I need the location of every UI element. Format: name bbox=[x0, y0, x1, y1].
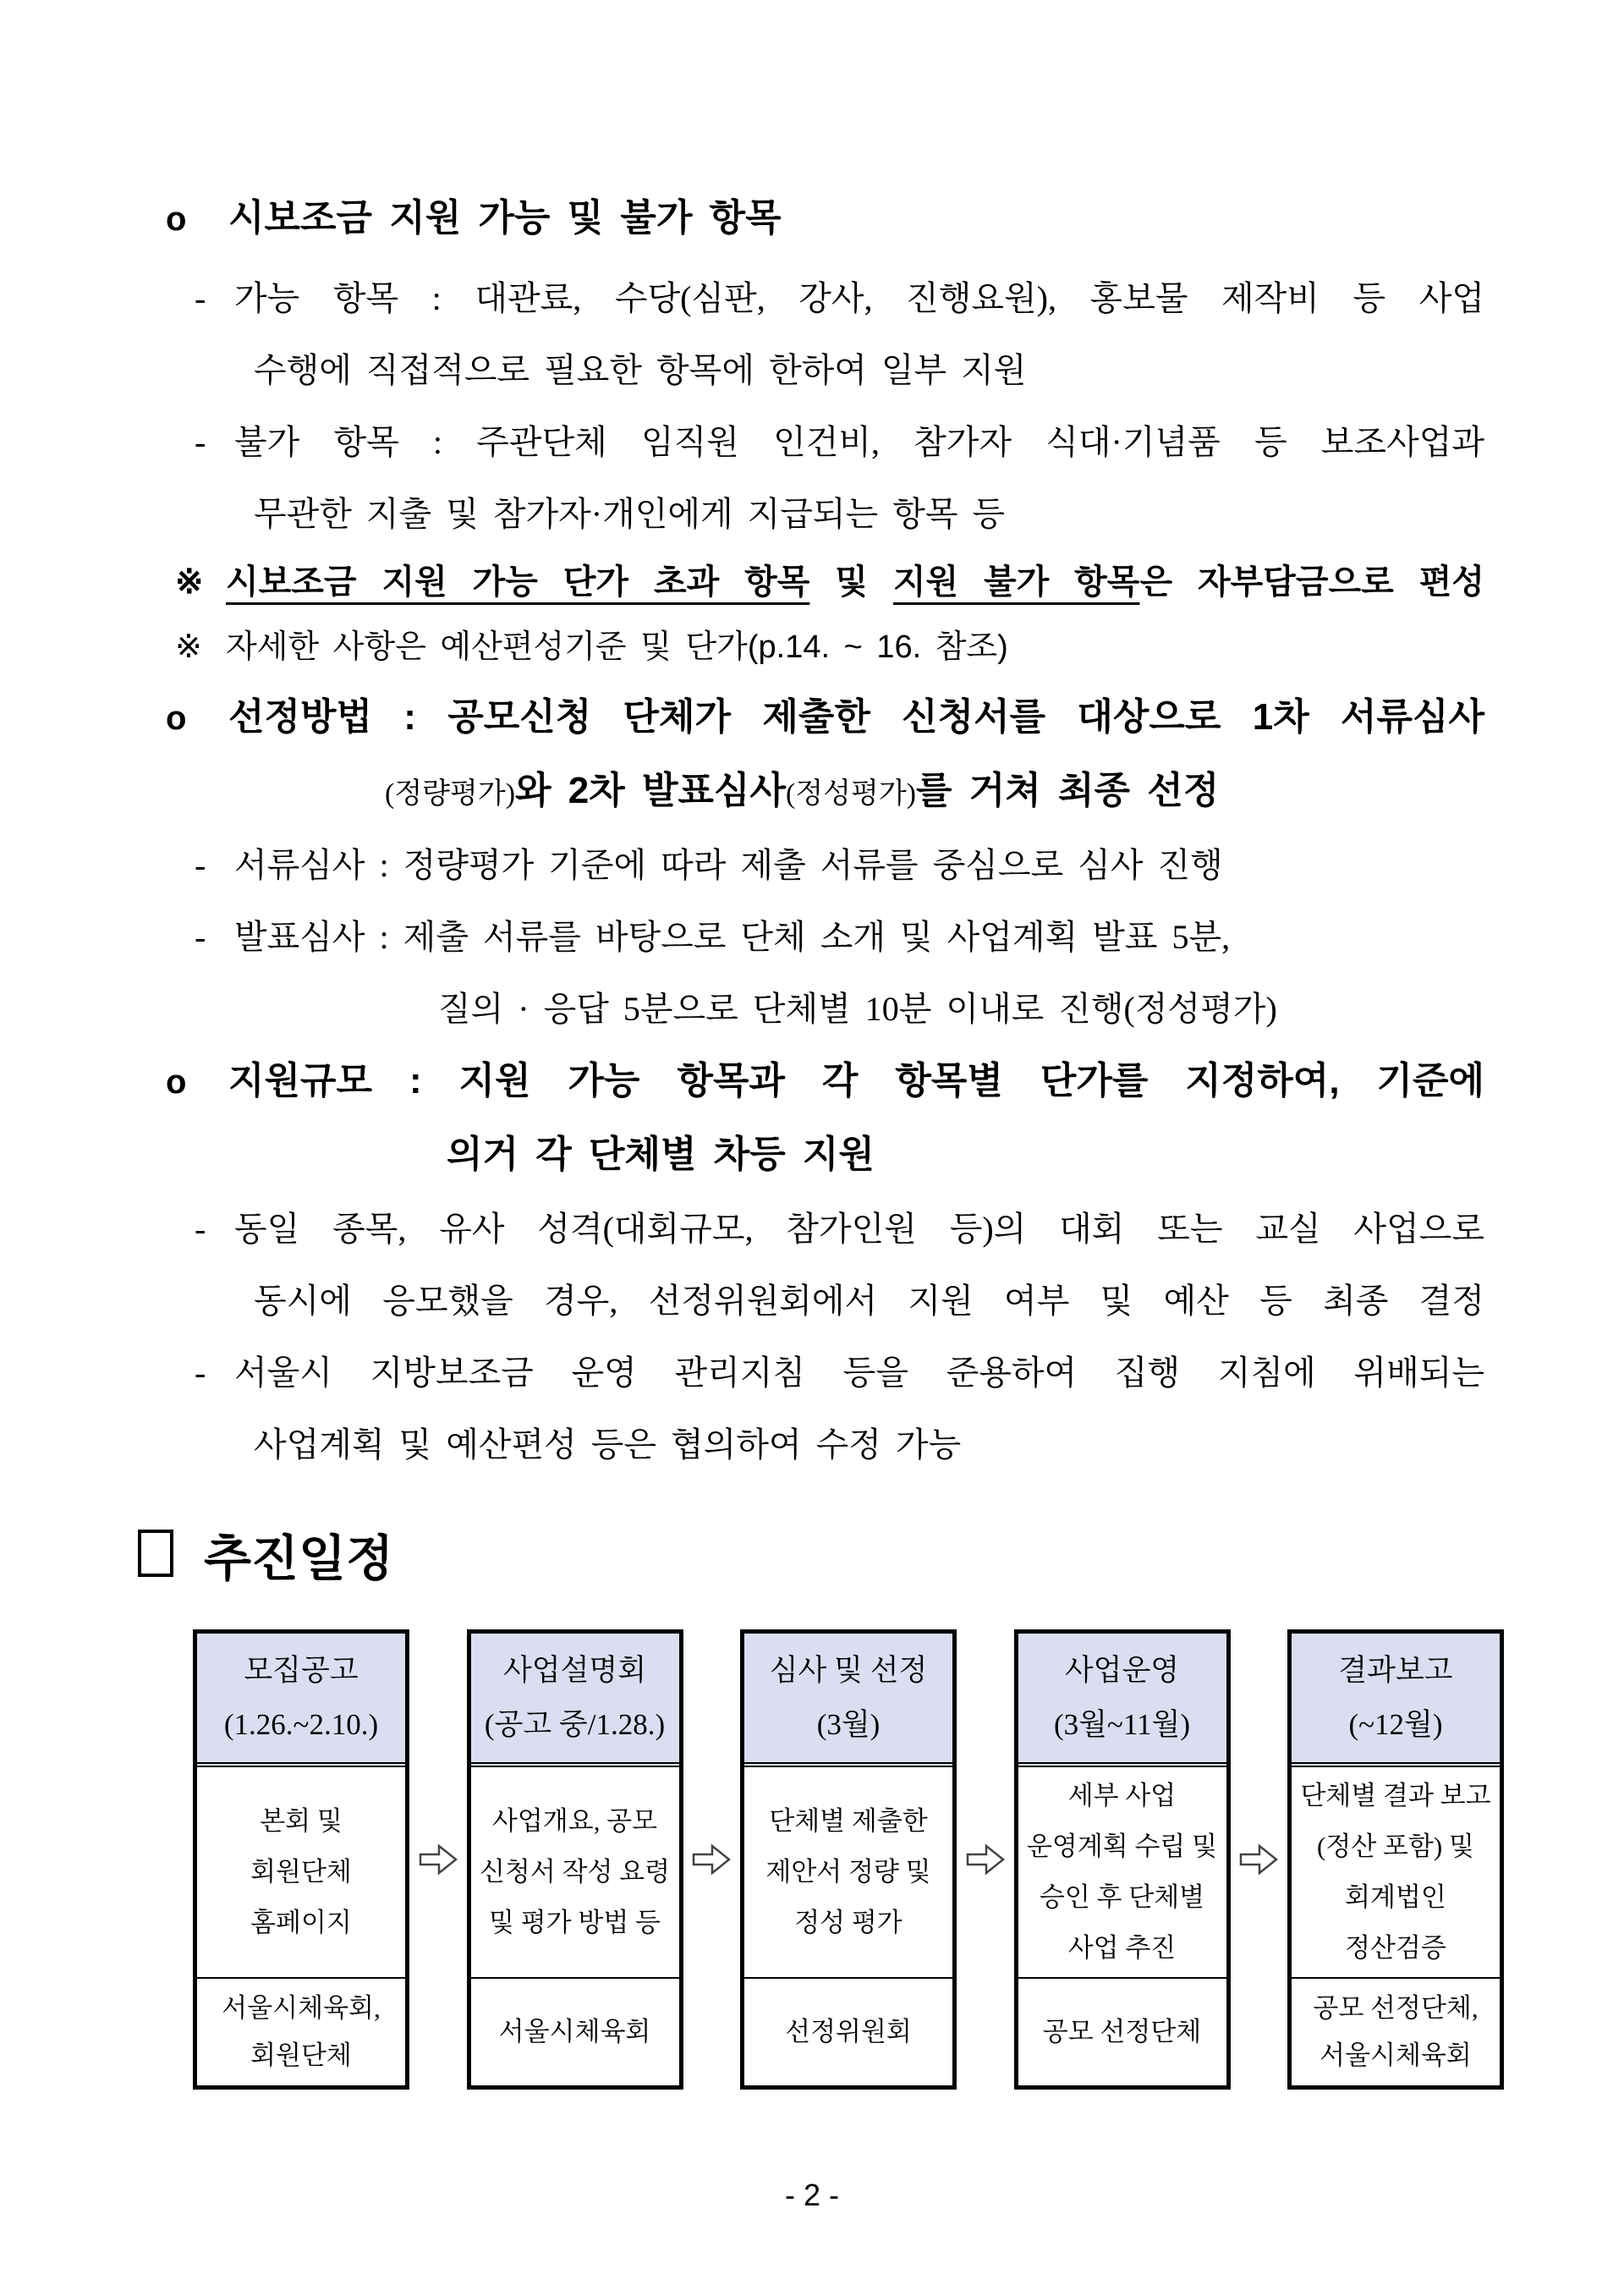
note-tail: 은 자부담금으로 편성 bbox=[1139, 563, 1484, 601]
doc-review-line bbox=[195, 829, 1624, 901]
flow-box-owner bbox=[471, 1977, 679, 2085]
same-event-line bbox=[195, 1193, 1484, 1265]
flow-body-line: 세부 사업 bbox=[1067, 1781, 1177, 1810]
section2-title bbox=[166, 681, 1484, 753]
flow-box-header bbox=[1292, 1634, 1500, 1767]
quant-eval-paren: (정량평가) bbox=[385, 778, 516, 810]
flow-box-recruit bbox=[193, 1629, 409, 2090]
flow-body-line: 운영계획 수립 및 bbox=[1026, 1832, 1218, 1861]
flow-body-line: 정성 평가 bbox=[794, 1908, 903, 1937]
schedule-heading-text: 추진일정 bbox=[204, 1531, 394, 1586]
dash-bullet: - bbox=[195, 1210, 206, 1248]
flow-body-line: 단체별 제출한 bbox=[769, 1806, 928, 1836]
section2-cont-bold1: 와 2차 발표심사 bbox=[515, 770, 786, 811]
circle-bullet: o bbox=[166, 1063, 187, 1101]
schedule-flowchart bbox=[193, 1629, 1504, 2090]
guideline-line bbox=[195, 1337, 1484, 1409]
flow-box-owner bbox=[1018, 1977, 1226, 2085]
circle-bullet: o bbox=[166, 200, 187, 238]
dash-bullet: - bbox=[195, 918, 206, 956]
possible-items-cont: 수행에 직접적으로 필요한 항목에 한하여 일부 지원 bbox=[254, 351, 1027, 389]
flow-box-body bbox=[1018, 1767, 1226, 1977]
flow-body-line: 홈페이지 bbox=[250, 1908, 352, 1937]
flow-box-title: 모집공고 bbox=[244, 1654, 359, 1687]
qual-eval-paren: (정성평가) bbox=[785, 778, 917, 810]
flow-box-title: 사업운영 bbox=[1064, 1654, 1180, 1687]
flow-body-line: (정산 포함) 및 bbox=[1317, 1832, 1474, 1861]
flow-box-title: 심사 및 선정 bbox=[769, 1654, 928, 1687]
flow-box-owner bbox=[744, 1977, 952, 2085]
page-number: - 2 - bbox=[784, 2178, 839, 2212]
section3-title bbox=[166, 1045, 1484, 1117]
section1-title bbox=[166, 173, 1624, 262]
right-arrow-icon bbox=[419, 1843, 458, 1876]
flow-box-title: 사업설명회 bbox=[502, 1654, 647, 1687]
flow-box-body bbox=[197, 1767, 405, 1977]
flow-arrow-gap bbox=[957, 1629, 1014, 2090]
flow-box-owner bbox=[1292, 1977, 1500, 2085]
flow-body-line: 및 평가 방법 등 bbox=[489, 1908, 661, 1937]
flow-body-line: 사업 추진 bbox=[1067, 1933, 1177, 1963]
same-event-text: 동일 종목, 유사 성격(대회규모, 참가인원 등)의 대회 또는 교실 사업으로 bbox=[234, 1210, 1484, 1248]
guideline-cont: 사업계획 및 예산편성 등은 협의하여 수정 가능 bbox=[254, 1425, 962, 1464]
flow-body-line: 신청서 작성 요령 bbox=[479, 1857, 671, 1887]
flow-arrow-gap bbox=[683, 1629, 741, 2090]
flow-box-period: (3월) bbox=[816, 1708, 881, 1741]
section3-title-text: 지원규모 : 지원 가능 항목과 각 항목별 단가를 지정하여, 기준에 bbox=[228, 1060, 1484, 1101]
flow-box-header bbox=[197, 1634, 405, 1767]
flow-body-line: 정산검증 bbox=[1345, 1933, 1446, 1963]
circle-bullet: o bbox=[166, 700, 187, 737]
dash-bullet: - bbox=[195, 846, 206, 884]
flow-box-report bbox=[1287, 1629, 1504, 2090]
flow-box-review bbox=[740, 1629, 957, 2090]
note-budget-reference bbox=[175, 613, 1624, 681]
flow-box-period: (1.26.~2.10.) bbox=[223, 1708, 379, 1741]
flow-box-period: (~12월) bbox=[1348, 1708, 1443, 1741]
flow-body-line: 본회 및 bbox=[260, 1806, 343, 1836]
dash-bullet: - bbox=[195, 423, 206, 461]
excluded-items-text: 불가 항목 : 주관단체 임직원 인건비, 참가자 식대·기념품 등 보조사업과 bbox=[234, 423, 1484, 461]
flow-box-header bbox=[471, 1634, 679, 1767]
flow-body-line: 회계법인 bbox=[1345, 1882, 1446, 1912]
same-event-cont: 동시에 응모했을 경우, 선정위원회에서 지원 여부 및 예산 등 최종 결정 bbox=[254, 1282, 1484, 1320]
right-arrow-icon bbox=[966, 1843, 1005, 1876]
section1-title-text: 시보조금 지원 가능 및 불가 항목 bbox=[228, 197, 782, 239]
flow-box-briefing bbox=[467, 1629, 683, 2090]
guideline-text: 서울시 지방보조금 운영 관리지침 등을 준용하여 집행 지침에 위배되는 bbox=[234, 1354, 1484, 1392]
flow-box-operation bbox=[1014, 1629, 1231, 2090]
presentation-review-cont: 질의 · 응답 5분으로 단체별 10분 이내로 진행(정성평가) bbox=[438, 990, 1277, 1028]
note-self-funding bbox=[175, 550, 1484, 613]
flow-arrow-gap bbox=[1231, 1629, 1288, 2090]
underlined-phrase: 지원 불가 항목 bbox=[892, 563, 1140, 601]
possible-items-text: 가능 항목 : 대관료, 수당(심판, 강사, 진행요원), 홍보물 제작비 등 사업 bbox=[234, 279, 1484, 317]
dash-bullet: - bbox=[195, 1354, 206, 1392]
square-bullet-icon bbox=[138, 1530, 173, 1577]
flow-box-title: 결과보고 bbox=[1338, 1654, 1453, 1687]
flow-box-period: (공고 중/1.28.) bbox=[484, 1708, 666, 1741]
section2-cont-bold2: 를 거쳐 최종 선정 bbox=[916, 770, 1220, 811]
schedule-heading bbox=[138, 1519, 1624, 1599]
flow-owner-line: 서울시체육회 bbox=[1320, 2041, 1472, 2070]
underlined-phrase: 시보조금 지원 가능 단가 초과 항목 bbox=[226, 563, 810, 601]
right-arrow-icon bbox=[1239, 1843, 1278, 1876]
flow-box-period: (3월~11월) bbox=[1053, 1708, 1191, 1741]
dash-bullet: - bbox=[195, 279, 206, 317]
flow-box-body bbox=[744, 1767, 952, 1977]
section3-title-cont: 의거 각 단체별 차등 지원 bbox=[447, 1134, 875, 1175]
excluded-items-line bbox=[195, 406, 1484, 478]
presentation-review-line bbox=[195, 901, 1624, 973]
note-connector: 및 bbox=[809, 563, 893, 601]
flow-body-line: 사업개요, 공모 bbox=[491, 1806, 658, 1836]
section2-title-cont bbox=[385, 753, 1624, 829]
possible-items-line bbox=[195, 262, 1484, 334]
section2-title-text: 선정방법 : 공모신청 단체가 제출한 신청서를 대상으로 1차 서류심사 bbox=[228, 696, 1484, 738]
flow-box-header bbox=[744, 1634, 952, 1767]
flow-owner-line: 공모 선정단체, bbox=[1313, 1993, 1479, 2023]
flow-owner-line: 서울시체육회 bbox=[498, 2017, 651, 2046]
flow-arrow-gap bbox=[409, 1629, 467, 2090]
flow-body-line: 단체별 결과 보고 bbox=[1300, 1781, 1491, 1810]
reference-mark-icon: ※ bbox=[175, 629, 202, 665]
flow-body-line: 승인 후 단체별 bbox=[1039, 1882, 1205, 1912]
flow-owner-line: 회원단체 bbox=[250, 2041, 352, 2070]
right-arrow-icon bbox=[692, 1843, 731, 1876]
flow-body-line: 제안서 정량 및 bbox=[765, 1857, 931, 1887]
flow-box-owner bbox=[197, 1977, 405, 2085]
flow-owner-line: 공모 선정단체 bbox=[1042, 2017, 1202, 2046]
flow-box-body bbox=[1292, 1767, 1500, 1977]
doc-review-text: 서류심사 : 정량평가 기준에 따라 제출 서류를 중심으로 심사 진행 bbox=[234, 846, 1223, 884]
flow-owner-line: 서울시체육회, bbox=[222, 1993, 381, 2023]
presentation-review-text: 발표심사 : 제출 서류를 바탕으로 단체 소개 및 사업계획 발표 5분, bbox=[234, 918, 1231, 956]
flow-body-line: 회원단체 bbox=[250, 1857, 352, 1887]
note-budget-text: 자세한 사항은 예산편성기준 및 단가(p.14. ~ 16. 참조) bbox=[226, 629, 1008, 665]
flow-box-header bbox=[1018, 1634, 1226, 1767]
flow-box-body bbox=[471, 1767, 679, 1977]
reference-mark-icon: ※ bbox=[175, 563, 204, 601]
flow-owner-line: 선정위원회 bbox=[785, 2017, 912, 2046]
excluded-items-cont: 무관한 지출 및 참가자·개인에게 지급되는 항목 등 bbox=[254, 495, 1006, 533]
